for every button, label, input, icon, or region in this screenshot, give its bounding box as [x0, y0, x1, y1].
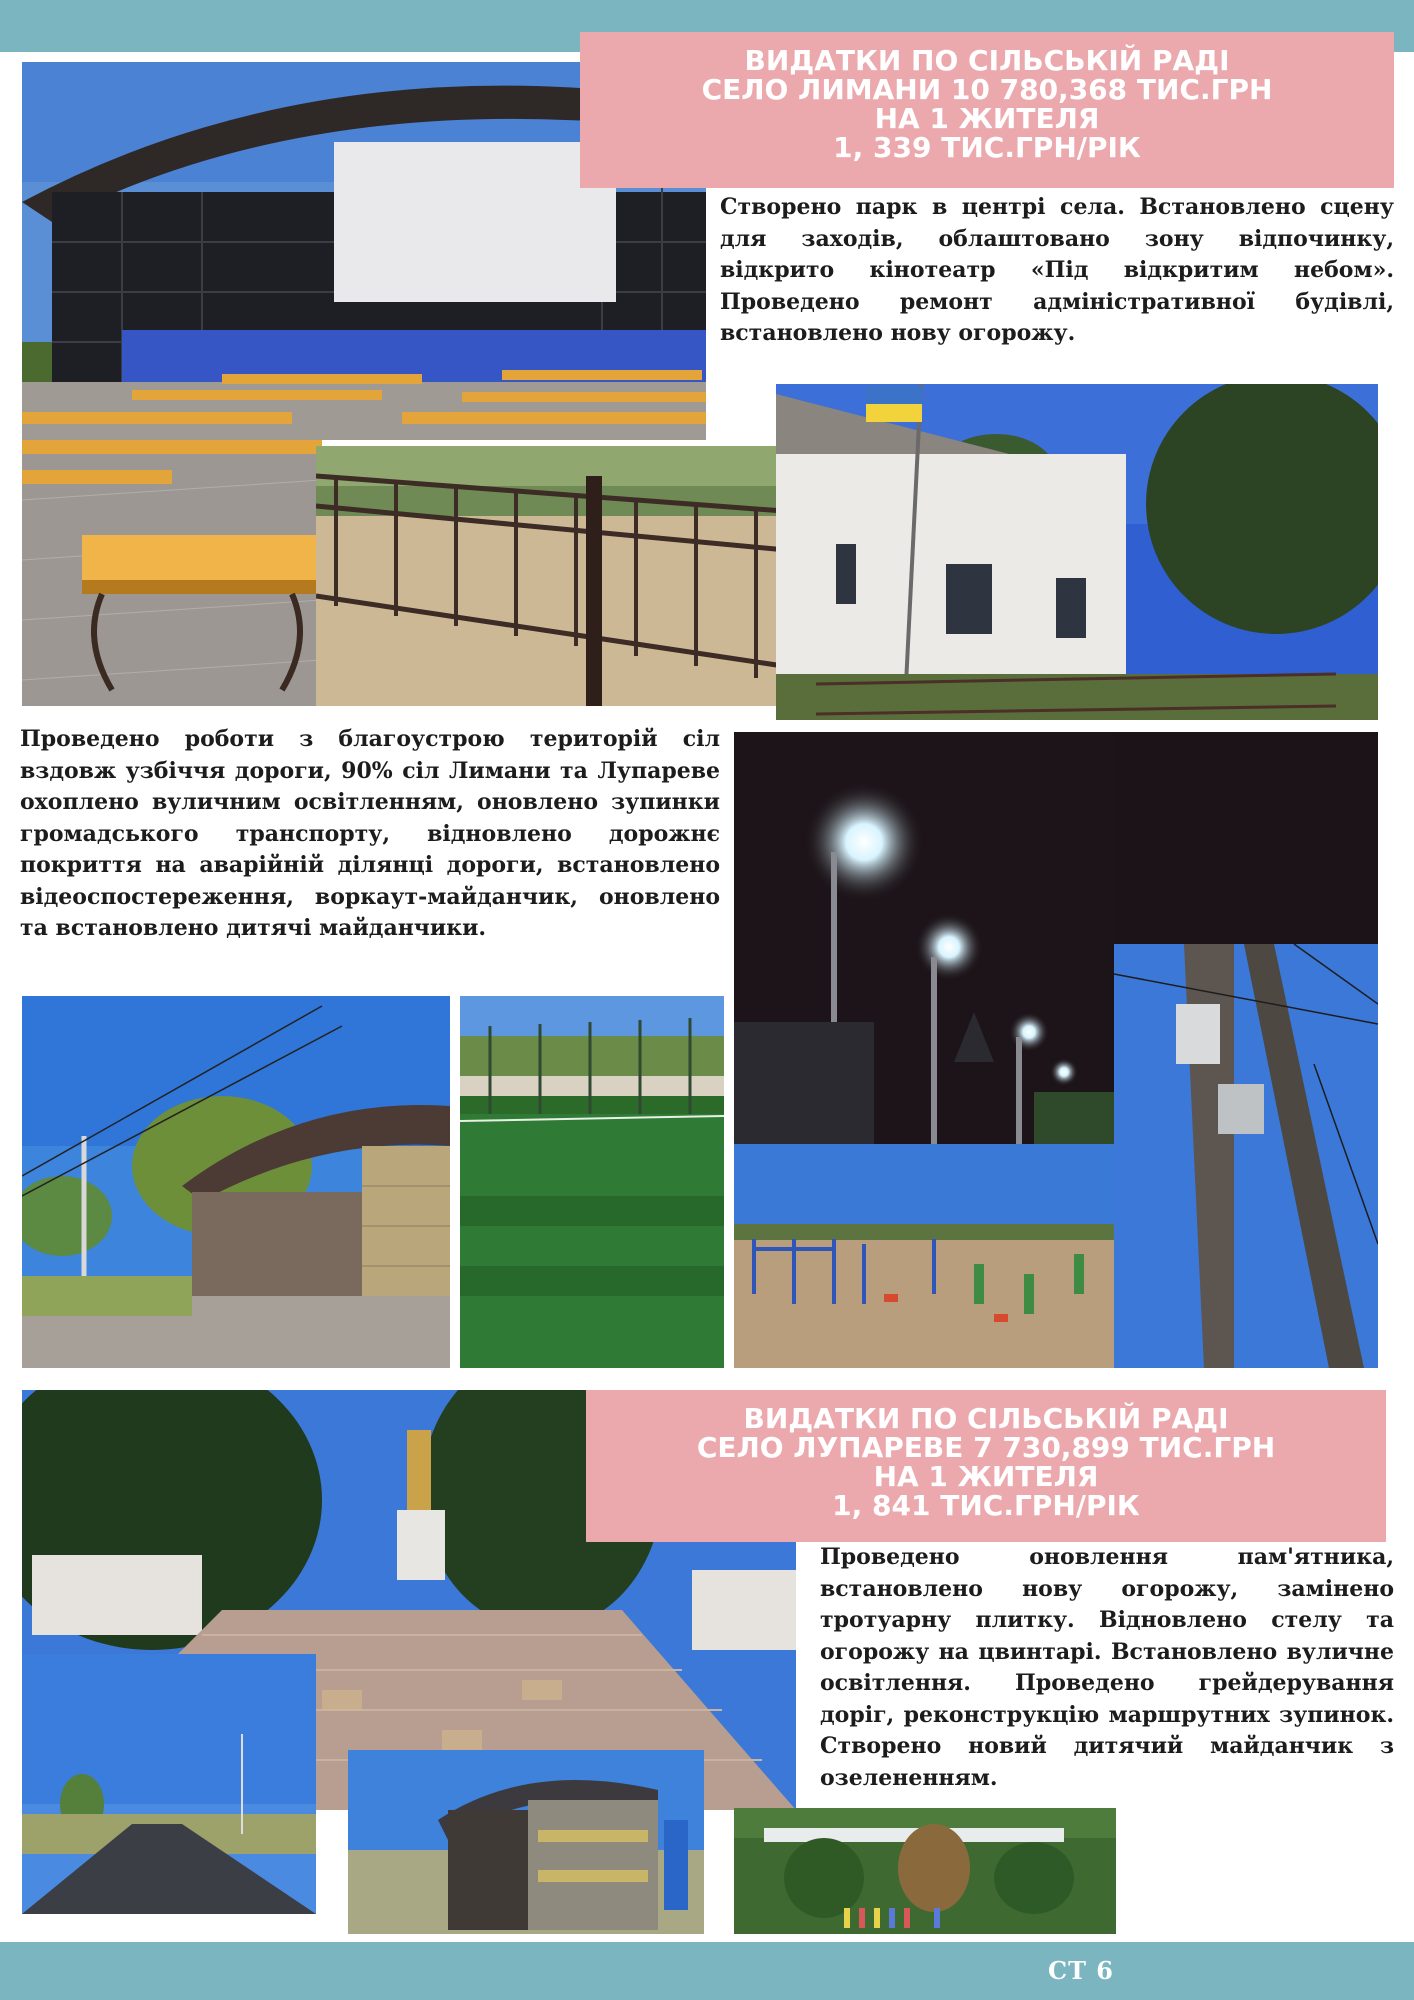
banner-per-resident-value: 1, 339 ТИС.ГРН/РІК [833, 131, 1141, 164]
children-playground-photo [734, 1808, 1116, 1934]
metal-fence-photo [316, 446, 850, 706]
luparevo-expenses-banner [586, 1390, 1386, 1542]
football-field-photo [460, 996, 724, 1368]
banner-title: ВИДАТКИ ПО СІЛЬСЬКІЙ РАДІ [744, 44, 1230, 77]
park-description-text: Створено парк в центрі села. Встановлено сцену для заходів, облаштовано зону відпочинку, відкрито кінотеатр «Під відкритим небом». Проведено ремонт адміністративної будівлі, встановлено нову огорожу. [720, 194, 1394, 346]
bottom-decor-bar [0, 1942, 1414, 2000]
banner-village-total: СЕЛО ЛИМАНИ 10 780,368 ТИС.ГРН [701, 73, 1273, 106]
banner-title: ВИДАТКИ ПО СІЛЬСЬКІЙ РАДІ [743, 1402, 1229, 1435]
improvement-works-text: Проведено роботи з благоустрою територій сіл вздовж узбіччя дороги, 90% сіл Лимани та Лупареве охоплено вуличним освітленням, оновлено зупинки громадського транспорту, відновлено дорожнє покриття на аварійній ділянці дороги, встановлено відеоспостереження, воркаут-майданчик, оновлено та встановлено дитячі майданчики. [20, 726, 720, 941]
park-benches-photo [22, 440, 322, 706]
limany-expenses-banner [580, 32, 1394, 188]
monument-renovation-text: Проведено оновлення пам'ятника, встановлено нову огорожу, замінено тротуарну плитку. Відновлено стелу та огорожу на цвинтарі. Встановлено вуличне освітлення. Проведено грейдерування доріг, реконструкцію маршрутних зупинок. Створено новий дитячий майданчик з озелененням. [820, 1544, 1394, 1791]
banner-per-resident-label: НА 1 ЖИТЕЛЯ [873, 1460, 1099, 1493]
night-sky-photo [1114, 732, 1378, 944]
administrative-building-photo [776, 384, 1378, 720]
banner-per-resident-value: 1, 841 ТИС.ГРН/РІК [832, 1489, 1140, 1522]
banner-per-resident-label: НА 1 ЖИТЕЛЯ [874, 102, 1100, 135]
video-surveillance-pole-photo [1114, 944, 1378, 1368]
bus-stop-photo [22, 996, 450, 1368]
street-lighting-night-photo [734, 732, 1114, 1144]
workout-playground-photo [734, 1144, 1114, 1368]
banner-village-total: СЕЛО ЛУПАРЕВЕ 7 730,899 ТИС.ГРН [696, 1431, 1276, 1464]
road-photo [22, 1654, 316, 1914]
page-number: СТ 6 [1047, 1956, 1114, 1985]
bus-stop-2-photo [348, 1750, 704, 1934]
